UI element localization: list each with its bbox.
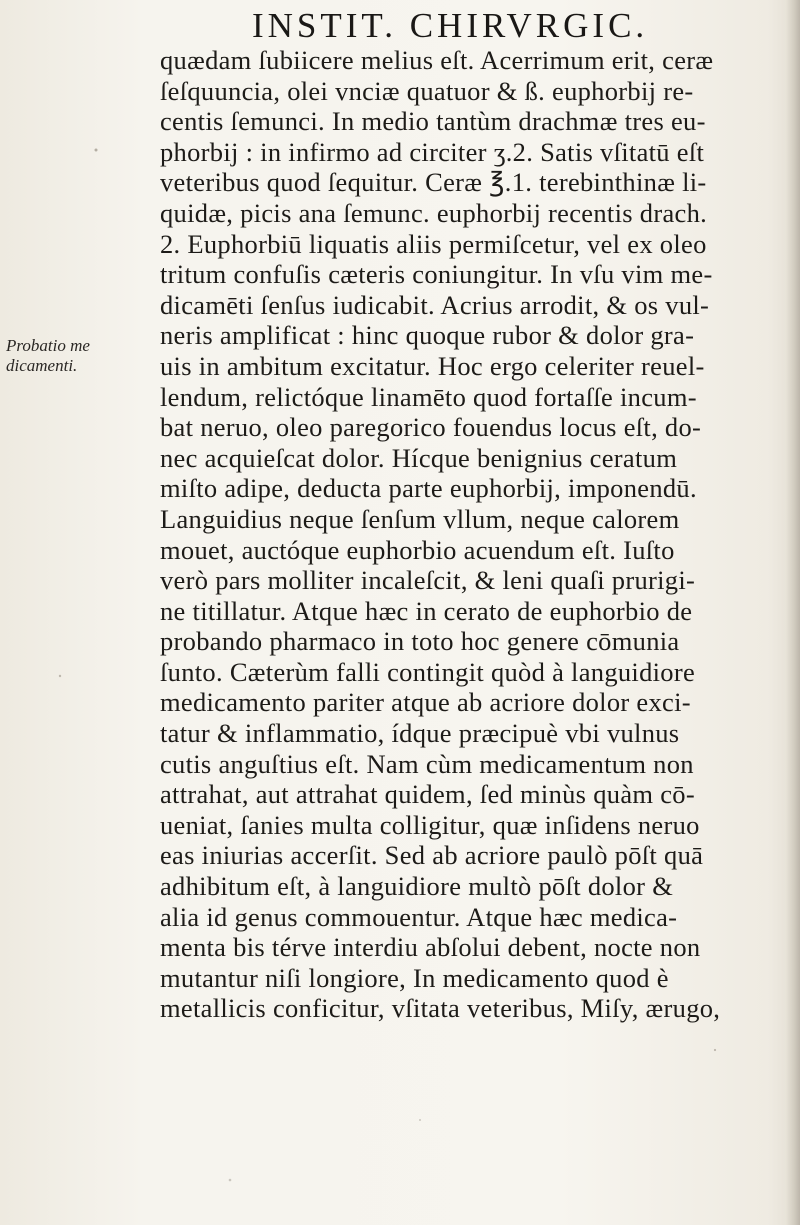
- paper-speck: [229, 1179, 232, 1182]
- text-line: ne titillatur. Atque hæc in cerato de euphorbio de: [160, 595, 693, 626]
- text-line: medicamento pariter atque ab acriore dolor exci-: [160, 687, 691, 718]
- text-line: Languidius neque ſenſum vllum, neque calorem: [160, 503, 680, 534]
- text-line: quidæ, picis ana ſemunc. euphorbij recentis drach.: [160, 197, 708, 228]
- text-line: tatur & inflammatio, ídque præcipuè vbi vulnus: [160, 718, 680, 749]
- text-line: quædam ſubiicere melius eſt. Acerrimum erit, ceræ: [160, 45, 714, 75]
- paper-speck: [419, 1119, 421, 1121]
- text-line: attrahat, aut attrahat quidem, ſed minùs quàm cō-: [160, 779, 695, 810]
- text-line: ſunto. Cæterùm falli contingit quòd à languidiore: [160, 656, 696, 687]
- text-line: ueniat, ſanies multa colligitur, quæ inſidens neruo: [160, 809, 700, 840]
- text-line: nec acquieſcat dolor. Hícque benignius ceratum: [160, 442, 678, 473]
- text-line: metallicis conficitur, vſitata veteribus, Miſy, ærugo,: [160, 993, 721, 1024]
- text-line: dicamēti ſenſus iudicabit. Acrius arrodit, & os vul-: [160, 289, 710, 320]
- text-line: centis ſemunci. In medio tantùm drachmæ tres eu-: [160, 106, 706, 137]
- text-line: cutis anguſtius eſt. Nam cùm medicamentum non: [160, 748, 694, 779]
- text-line: 2. Euphorbiū liquatis aliis permiſcetur, vel ex oleo: [160, 228, 707, 259]
- text-line: phorbij : in infirmo ad circiter ʒ.2. Satis vſitatū eſt: [160, 136, 705, 167]
- text-line: verò pars molliter incaleſcit, & leni quaſi prurigi-: [160, 565, 696, 596]
- text-line: adhibitum eſt, à languidiore multò pōſt dolor &: [160, 871, 674, 902]
- text-line: mouet, auctóque euphorbio acuendum eſt. Iuſto: [160, 534, 675, 565]
- paper-speck: [95, 149, 98, 152]
- margin-note-line-1: Probatio me: [6, 336, 90, 355]
- text-line: mutantur niſi longiore, In medicamento quod è: [160, 962, 669, 993]
- text-line: menta bis térve interdiu abſolui debent, nocte non: [160, 932, 701, 963]
- paper-speck: [714, 1049, 716, 1051]
- text-line: neris amplificat : hinc quoque rubor & dolor gra-: [160, 320, 695, 351]
- text-line: veteribus quod ſequitur. Ceræ ℥.1. terebinthinæ li-: [160, 167, 707, 198]
- text-line: eas iniurias accerſit. Sed ab acriore paulò pōſt quā: [160, 840, 704, 871]
- text-line: miſto adipe, deducta parte euphorbij, imponendū.: [160, 473, 697, 504]
- text-line: alia id genus commouentur. Atque hæc medica-: [160, 901, 678, 932]
- margin-note-line-2: dicamenti.: [6, 356, 78, 375]
- text-line: uis in ambitum excitatur. Hoc ergo celeriter reuel-: [160, 350, 705, 381]
- text-line: probando pharmaco in toto hoc genere cōmunia: [160, 626, 680, 657]
- paper-speck: [59, 675, 61, 677]
- body-text: [160, 45, 796, 1024]
- text-line: lendum, relictóque linamēto quod fortaſſe incum-: [160, 381, 697, 412]
- text-line: ſeſquuncia, olei vnciæ quatuor & ß. euphorbij re-: [160, 75, 694, 106]
- margin-note: [6, 336, 156, 376]
- text-line: bat neruo, oleo paregorico fouendus locus eſt, do-: [160, 412, 702, 443]
- running-head: INSTIT. CHIRVRGIC.: [252, 6, 649, 45]
- text-line: tritum confuſis cæteris coniungitur. In vſu vim me-: [160, 259, 713, 290]
